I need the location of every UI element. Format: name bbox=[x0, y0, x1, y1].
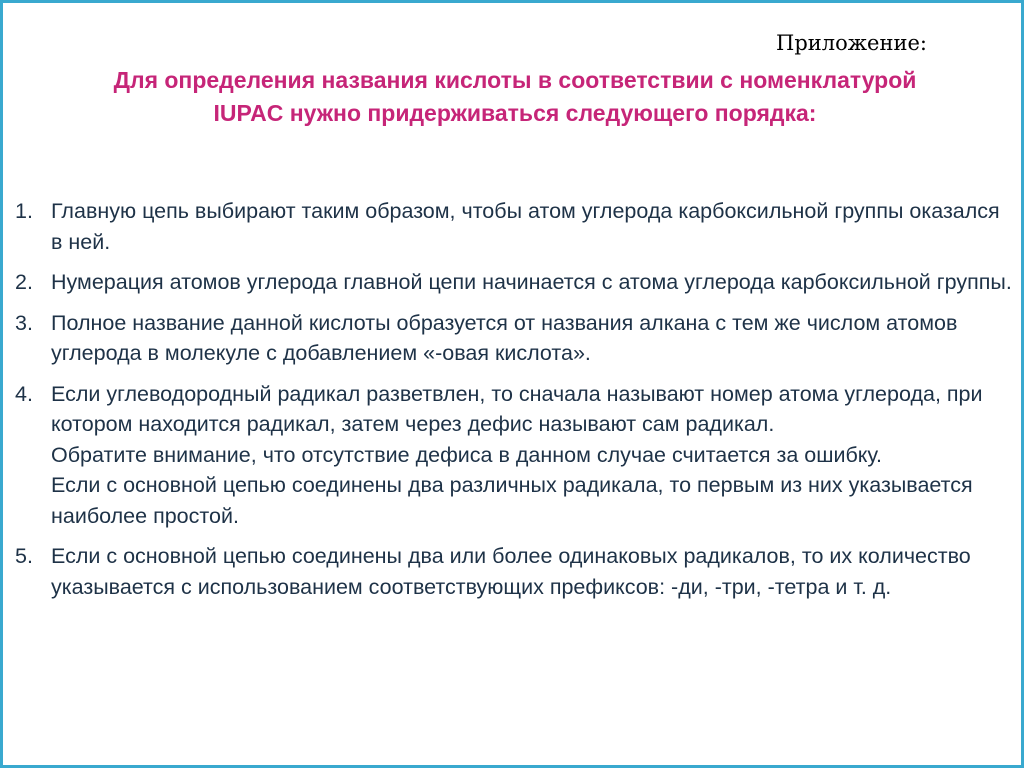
rule-item-4 bbox=[15, 379, 1017, 532]
rule-number: 4. bbox=[15, 381, 33, 406]
appendix-label: Приложение: bbox=[776, 31, 927, 55]
rule-text: Если углеводородный радикал разветвлен, то сначала называют номер атома углерода, при котором находится радикал, затем через дефис называют сам радикал. bbox=[51, 381, 983, 436]
title-line-2: IUPAC нужно придерживаться следующего порядка: bbox=[213, 100, 817, 126]
rule-text: Главную цепь выбирают таким образом, чтобы атом углерода карбоксильной группы оказался в ней. bbox=[51, 199, 1000, 254]
title-line-1: Для определения названия кислоты в соответствии с номенклатурой bbox=[113, 67, 917, 93]
rule-item-2 bbox=[15, 267, 1017, 298]
rule-number: 1. bbox=[15, 199, 33, 223]
rule-number: 3. bbox=[15, 310, 33, 335]
rule-note-hyphen: Обратите внимание, что отсутствие дефиса в данном случае считается за ошибку. bbox=[51, 442, 883, 467]
rule-text: Нумерация атомов углерода главной цепи начинается с атома углерода карбоксильной группы. bbox=[51, 270, 1012, 294]
slide-title bbox=[13, 64, 1017, 130]
rule-number: 2. bbox=[15, 270, 33, 294]
rule-text: Если с основной цепью соединены два или более одинаковых радикалов, то их количество указывается с использованием соответствующих префиксов: -ди, -три, -тетра и т. д. bbox=[51, 544, 971, 599]
rule-item-5 bbox=[15, 541, 1017, 602]
rule-item-3 bbox=[15, 308, 1017, 369]
rule-number: 5. bbox=[15, 544, 33, 568]
rules-list bbox=[15, 196, 1017, 612]
rule-text: Полное название данной кислоты образуется от названия алкана с тем же числом атомов углерода в молекуле с добавлением «-овая кислота». bbox=[51, 310, 958, 365]
rule-item-1 bbox=[15, 196, 1017, 257]
rule-note-radicals: Если с основной цепью соединены два различных радикала, то первым из них указывается наиболее простой. bbox=[51, 473, 973, 528]
